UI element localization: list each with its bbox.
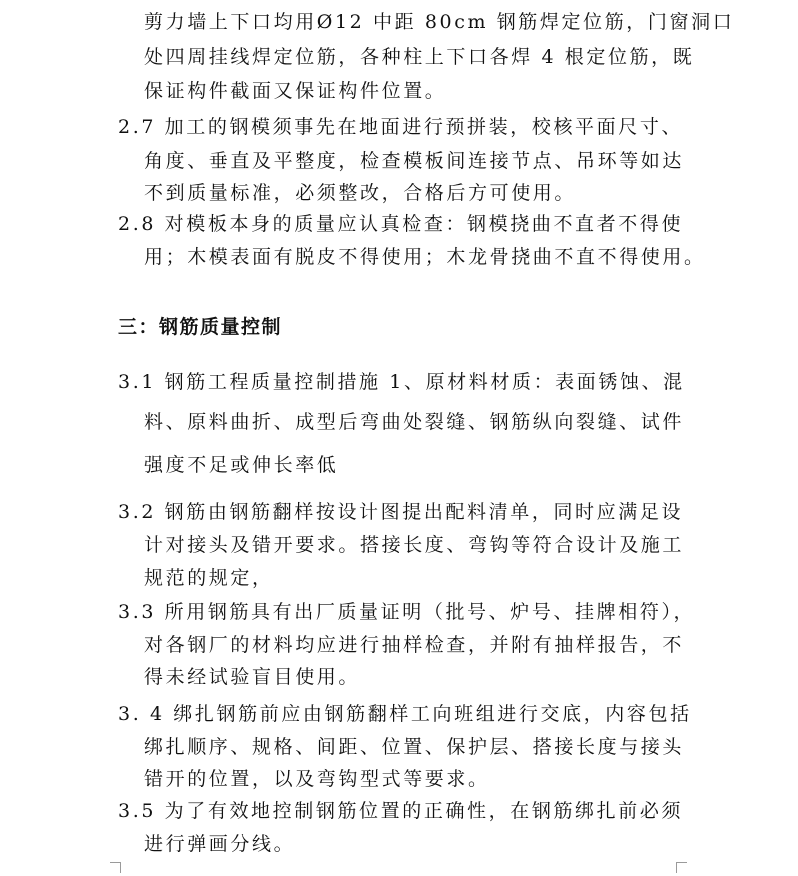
section-heading: 三：钢筋质量控制: [118, 316, 283, 338]
text-line: 规范的规定，: [144, 567, 274, 589]
text-line: 绑扎顺序、规格、间距、位置、保护层、搭接长度与接头: [144, 736, 685, 758]
text-line: 用；木模表面有脱皮不得使用；木龙骨挠曲不直不得使用。: [144, 246, 706, 268]
clause-2-8: 2.8 对模板本身的质量应认真检查：钢模挠曲不直者不得使: [118, 213, 684, 235]
text-line: 角度、垂直及平整度，检查模板间连接节点、吊环等如达: [144, 150, 685, 172]
page-corner-mark-right: [676, 862, 687, 873]
clause-3-2: 3.2 钢筋由钢筋翻样按设计图提出配料清单，同时应满足设: [118, 501, 684, 523]
text-line: 得未经试验盲目使用。: [144, 666, 361, 688]
text-line: 料、原料曲折、成型后弯曲处裂缝、钢筋纵向裂缝、试件: [144, 411, 685, 433]
text-line: 进行弹画分线。: [144, 833, 296, 855]
clause-3-1: 3.1 钢筋工程质量控制措施 1、原材料材质：表面锈蚀、混: [118, 371, 685, 393]
page-corner-mark-left: [110, 862, 121, 873]
text-line: 不到质量标准，必须整改，合格后方可使用。: [144, 182, 577, 204]
text-line: 保证构件截面又保证构件位置。: [144, 80, 447, 102]
text-line: 错开的位置，以及弯钩型式等要求。: [144, 768, 490, 790]
text-line: 计对接头及错开要求。搭接长度、弯钩等符合设计及施工: [144, 534, 685, 556]
text-line: 对各钢厂的材料均应进行抽样检查，并附有抽样报告，不: [144, 634, 685, 656]
text-line: 剪力墙上下口均用Ø12 中距 80cm 钢筋焊定位筋，门窗洞口: [144, 11, 735, 33]
clause-3-4: 3. 4 绑扎钢筋前应由钢筋翻样工向班组进行交底，内容包括: [118, 703, 692, 725]
clause-3-3: 3.3 所用钢筋具有出厂质量证明（批号、炉号、挂牌相符），: [118, 601, 696, 623]
clause-3-5: 3.5 为了有效地控制钢筋位置的正确性，在钢筋绑扎前必须: [118, 800, 684, 822]
text-line: 强度不足或伸长率低: [144, 454, 339, 476]
text-line: 处四周挂线焊定位筋，各种柱上下口各焊 4 根定位筋，既: [144, 46, 695, 68]
clause-2-7: 2.7 加工的钢模须事先在地面进行预拼装，校核平面尺寸、: [118, 116, 684, 138]
